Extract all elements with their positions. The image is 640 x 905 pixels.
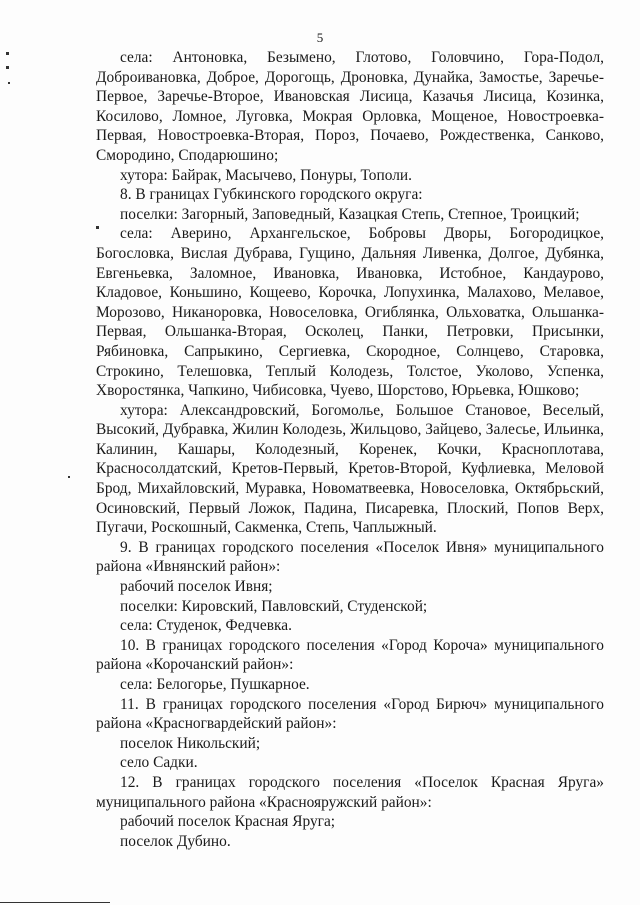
paragraph: 8. В границах Губкинского городского округа: — [120, 186, 423, 204]
paragraph: села: Белогорье, Пушкарное. — [120, 676, 310, 693]
paragraph: села: Студенок, Федчевка. — [120, 617, 292, 635]
document-body — [96, 48, 604, 851]
paragraph: поселки: Кировский, Павловский, Студенской; — [120, 597, 428, 615]
paragraph: 12. В границах городского поселения «Поселок Красная Яруга» муниципального района «Краснояружский район»: — [96, 773, 604, 811]
scan-artifact — [6, 66, 9, 69]
paragraph: хутора: Байрак, Масычево, Понуры, Тополи. — [120, 166, 412, 184]
paragraph: село Садки. — [120, 754, 198, 772]
paragraph: рабочий поселок Ивня; — [120, 578, 273, 596]
paragraph: поселки: Загорный, Заповедный, Казацкая Степь, Степное, Троицкий; — [120, 205, 580, 223]
paragraph: села: Аверино, Архангельское, Бобровы Дворы, Богородицкое, Богословка, Вислая Дубрава, Гущино, Дальняя Ливенка, Долгое, Дубянка, Евгеньевка, Заломное, Ивановка, Ивановка, Истобное, Кандаурово, Кладовое, Коньшино, Кощеево, Корочка, Лопухинка, Малахово, Мелавое, Морозово, Никаноровка, Новоселовка, Огиблянка, Ольховатка, Ольшанка-Первая, Ольшанка-Вторая, Осколец, Панки, Петровки, Присынки, Рябиновка, Сапрыкино, Сергиевка, Скородное, Солнцево, Старовка, Строкино, Телешовка, Теплый Колодезь, Толстое, Уколово, Успенка, Хворостянка, Чапкино, Чибисовка, Чуево, Шорстово, Юрьевка, Юшково; — [96, 225, 604, 400]
paragraph: села: Антоновка, Безымено, Глотово, Головчино, Гора-Подол, Доброивановка, Доброе, Дорогощь, Дроновка, Дунайка, Замостье, Заречье-Первое, Заречье-Второе, Ивановская Лисица, Казачья Лисица, Козинка, Косилово, Ломное, Луговка, Мокрая Орловка, Мощеное, Новостроевка-Первая, Новостроевка-Вторая, Пороз, Почаево, Рождественка, Санково, Смородино, Сподарюшино; — [96, 49, 604, 164]
paragraph: поселок Дубино. — [120, 832, 231, 850]
paragraph: рабочий поселок Красная Яруга; — [120, 813, 336, 831]
page-number: 5 — [316, 30, 324, 45]
paragraph: 9. В границах городского поселения «Поселок Ивня» муниципального района «Ивнянский район»: — [96, 538, 604, 576]
scan-artifact — [0, 902, 110, 903]
paragraph: поселок Никольский; — [120, 734, 261, 752]
scan-artifact — [68, 476, 70, 478]
paragraph: 10. В границах городского поселения «Город Короча» муниципального района «Корочанский район»: — [96, 636, 604, 674]
paragraph: хутора: Александровский, Богомолье, Большое Становое, Веселый, Высокий, Дубравка, Жилин Колодезь, Жильцово, Зайцево, Залесье, Ильинка, Калинин, Кашары, Колодезный, Коренек, Кочки, Красноплотава, Красносолдатский, Кретов-Первый, Кретов-Второй, Куфлиевка, Меловой Брод, Михайловский, Муравка, Новоматвеевка, Новоселовка, Октябрьский, Осиновский, Первый Ложок, Падина, Писаревка, Плоский, Попов Верх, Пугачи, Роскошный, Сакменка, Степь, Чаплыжный. — [96, 401, 604, 537]
paragraph: 11. В границах городского поселения «Город Бирюч» муниципального района «Красногвардейский район»: — [96, 695, 604, 733]
scan-artifact — [6, 52, 9, 55]
scan-artifact — [8, 82, 10, 84]
